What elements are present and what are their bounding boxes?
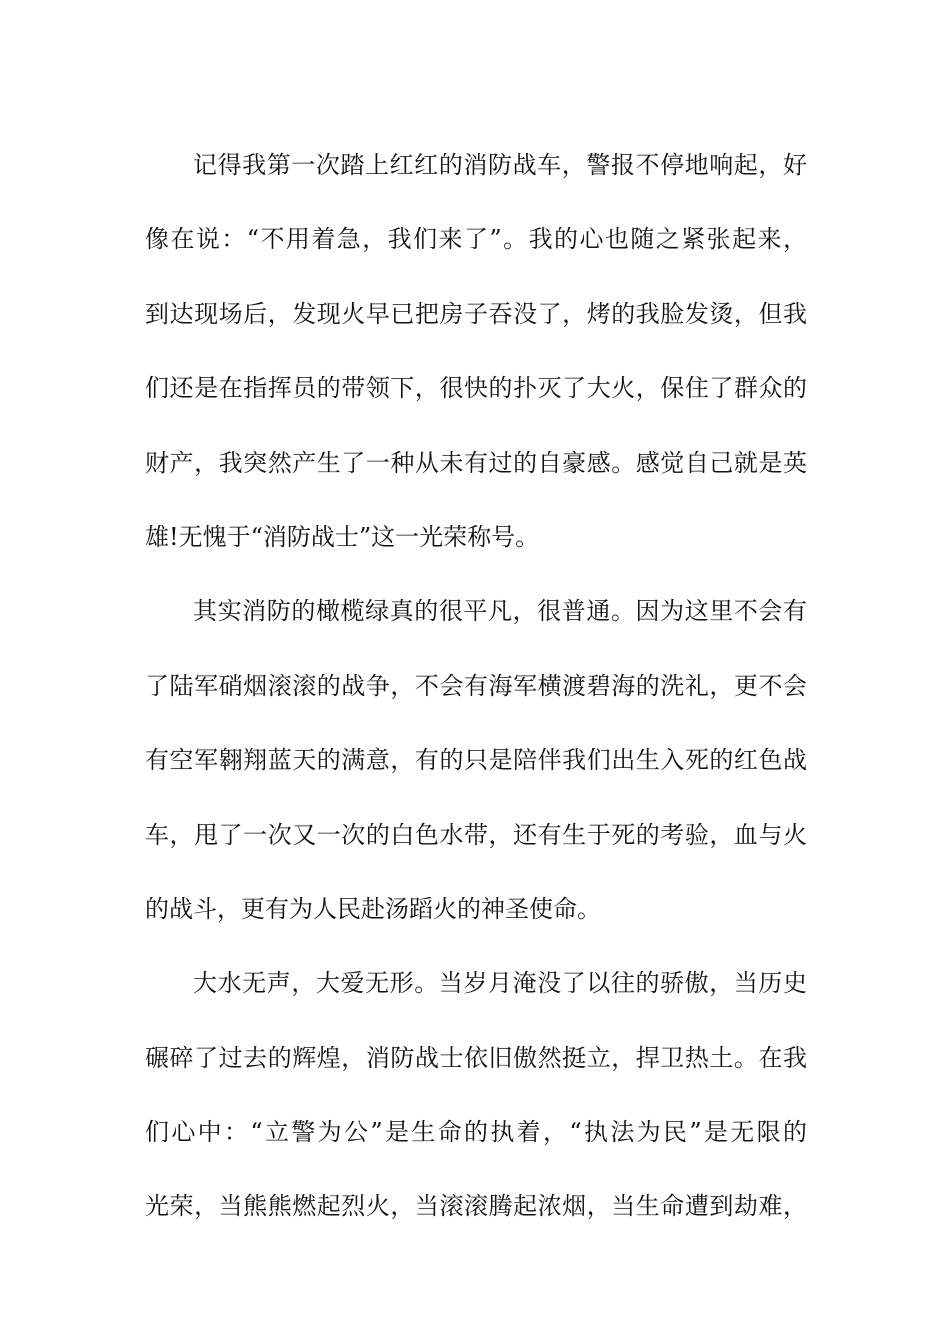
document-body	[145, 128, 807, 1244]
text-line: 的战斗，更有为人民赴汤蹈火的神圣使命。	[145, 894, 601, 923]
text-line: 到达现场后，发现火早已把房子吞没了，烤的我脸发烫，但我	[145, 299, 807, 328]
text-line: 们心中：“立警为公”是生命的执着，“执法为民”是无限的	[145, 1118, 807, 1147]
paragraph	[145, 574, 807, 946]
text-line: 其实消防的橄榄绿真的很平凡，很普通。因为这里不会有	[193, 597, 807, 626]
paragraph	[145, 128, 807, 574]
text-line: 大水无声，大爱无形。当岁月淹没了以往的骄傲，当历史	[193, 969, 807, 998]
text-line: 们还是在指挥员的带领下，很快的扑灭了大火，保住了群众的	[145, 374, 807, 403]
text-line: 车，甩了一次又一次的白色水带，还有生于死的考验，血与火	[145, 820, 807, 849]
text-line: 记得我第一次踏上红红的消防战车，警报不停地响起，好	[193, 151, 807, 179]
text-line: 光荣，当熊熊燃起烈火，当滚滚腾起浓烟，当生命遭到劫难，	[145, 1192, 807, 1221]
paragraph	[145, 946, 807, 1244]
text-line: 财产，我突然产生了一种从未有过的自豪感。感觉自己就是英	[145, 448, 807, 477]
text-line: 碾碎了过去的辉煌，消防战士依旧傲然挺立，捍卫热土。在我	[145, 1043, 807, 1072]
text-line: 有空军翱翔蓝天的满意，有的只是陪伴我们出生入死的红色战	[145, 746, 807, 775]
text-line: 雄!无愧于“消防战士”这一光荣称号。	[145, 522, 540, 551]
text-line: 像在说：“不用着急，我们来了”。我的心也随之紧张起来，	[145, 225, 807, 254]
text-line: 了陆军硝烟滚滚的战争，不会有海军横渡碧海的洗礼，更不会	[145, 671, 807, 700]
